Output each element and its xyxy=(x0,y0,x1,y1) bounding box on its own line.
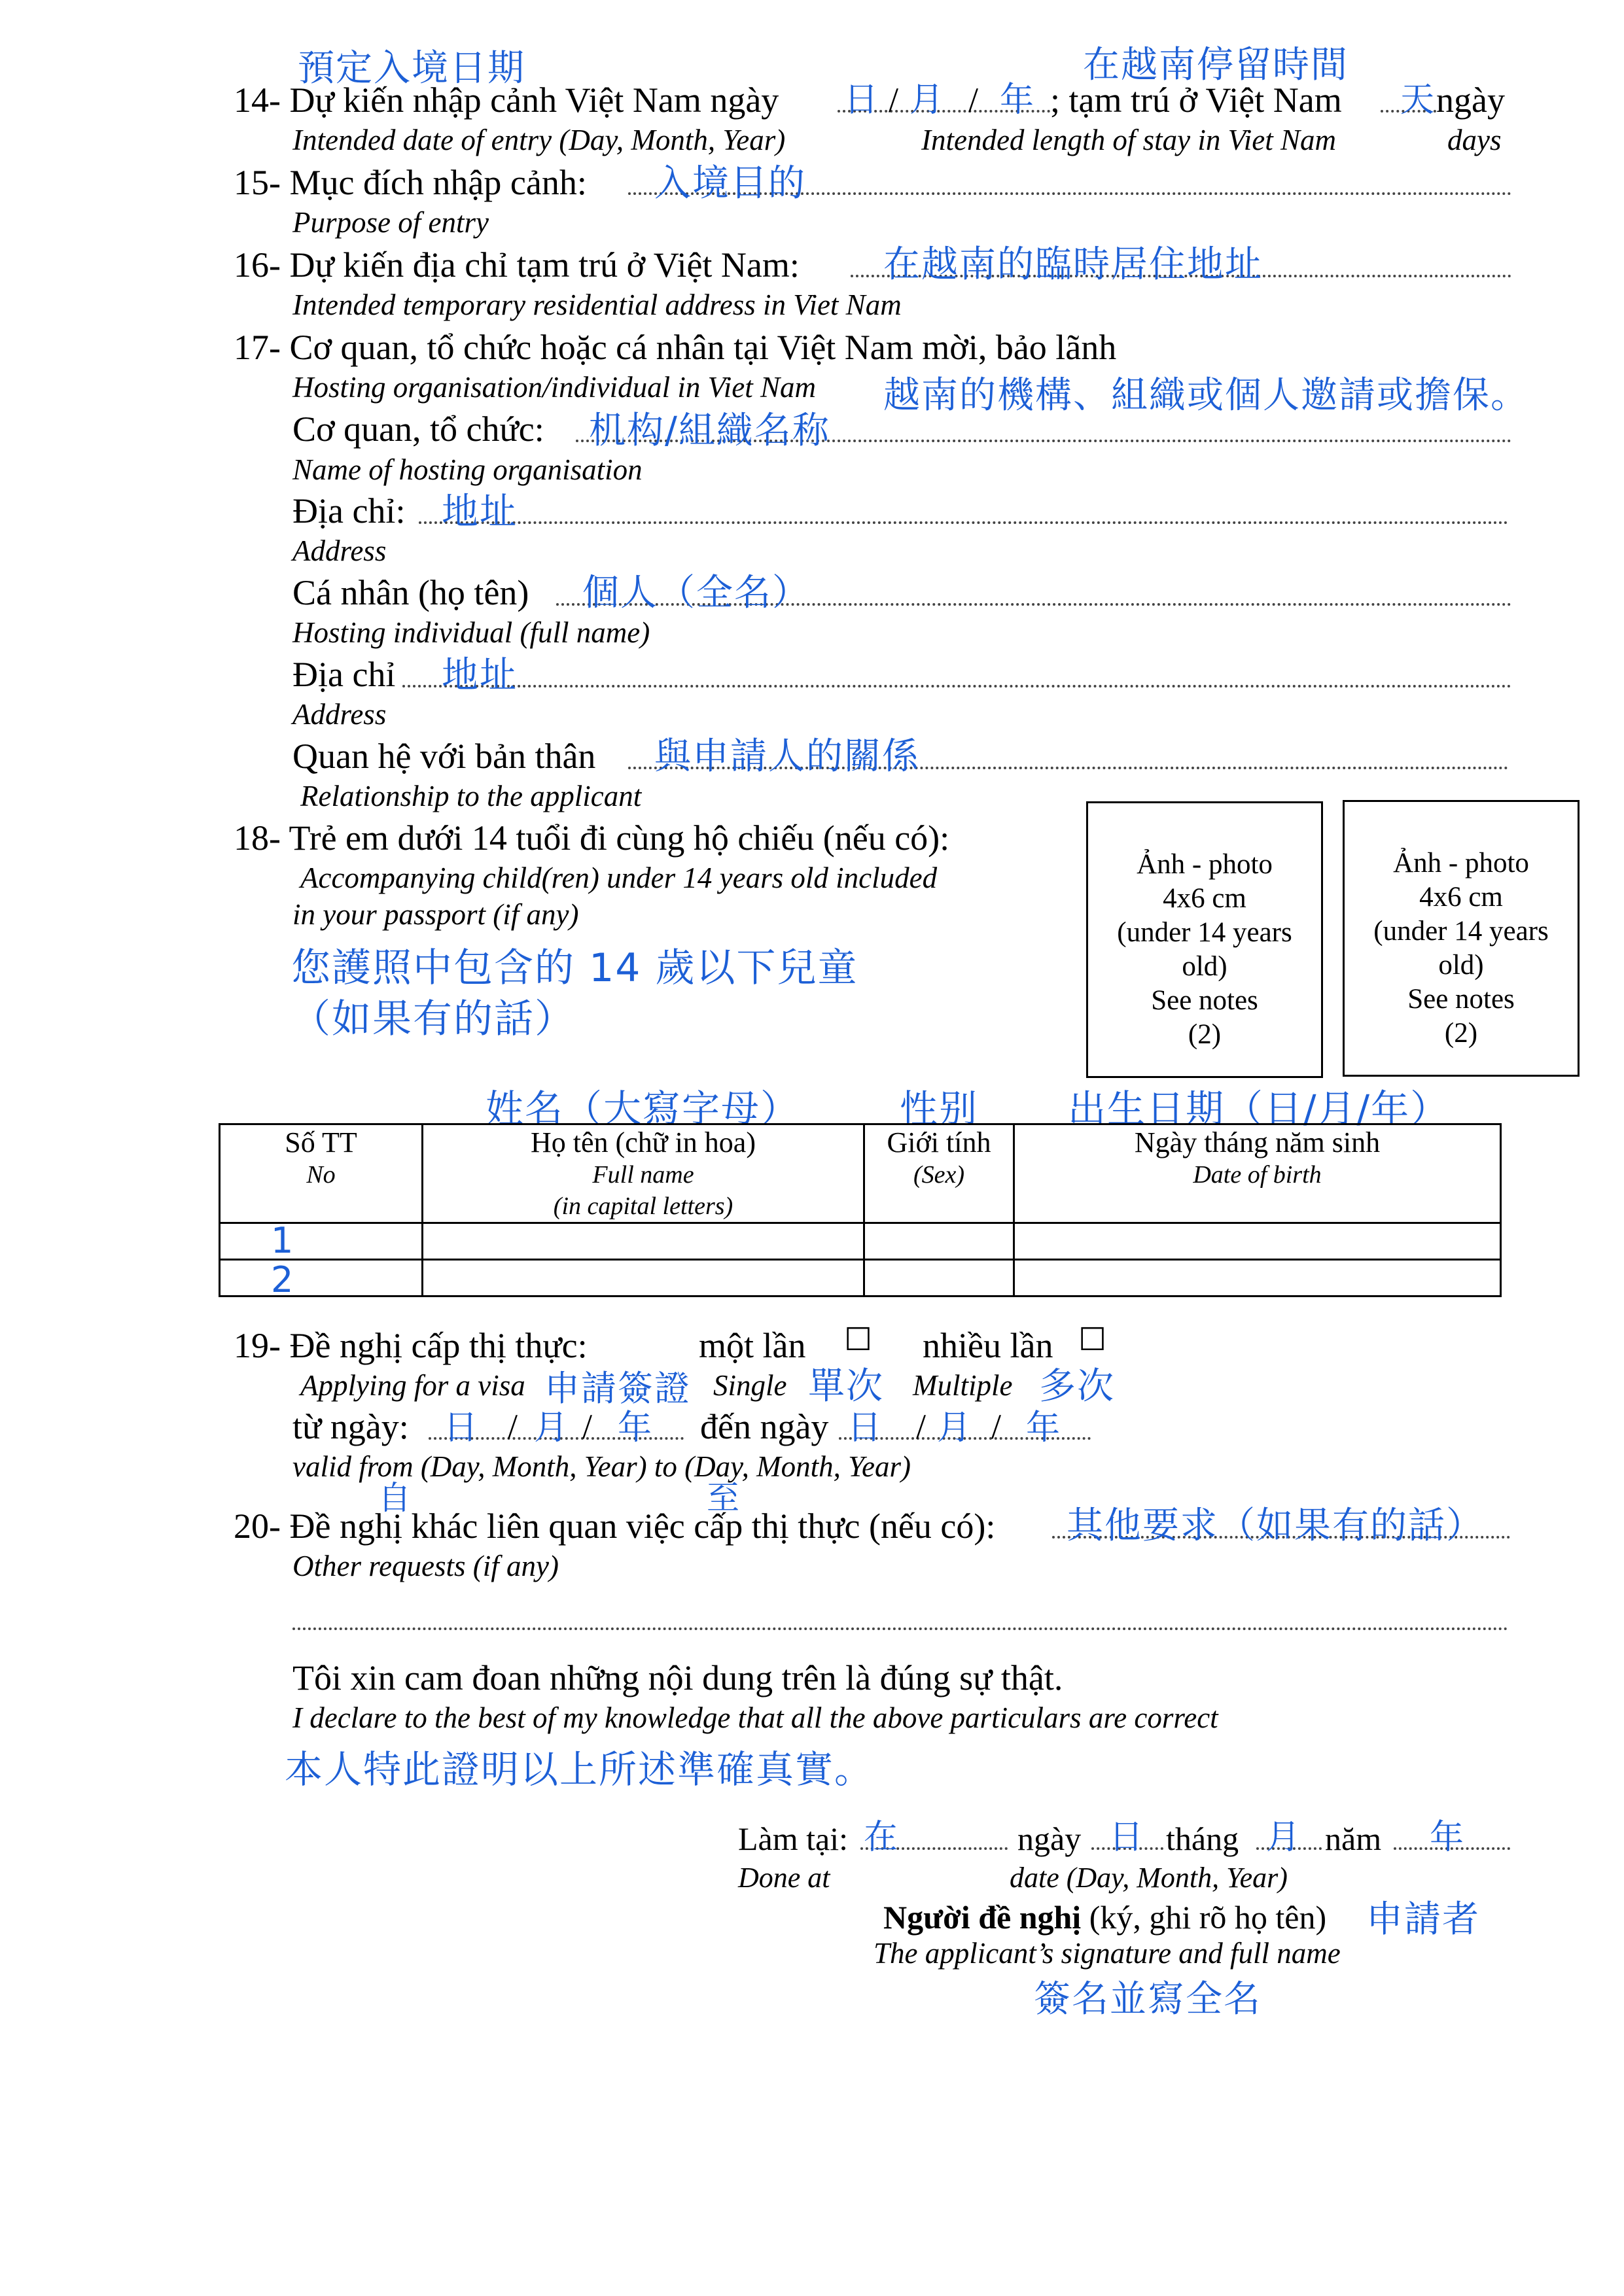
stay-days-zh: 天 xyxy=(1400,80,1436,120)
photo-age-note: (under 14 years xyxy=(1373,916,1549,947)
slash: / xyxy=(968,80,979,120)
header-name-en2: (in capital letters) xyxy=(553,1192,733,1220)
applicant-label xyxy=(883,1898,1326,1936)
date-day-label: ngày xyxy=(1017,1820,1082,1857)
single-zh: 單次 xyxy=(808,1365,884,1408)
photo-size: 4x6 cm xyxy=(1163,883,1246,914)
done-at-label: Làm tại: xyxy=(738,1820,848,1857)
header-dob-en: Date of birth xyxy=(1193,1161,1322,1189)
date-day-zh: 日 xyxy=(1109,1818,1145,1857)
header-name xyxy=(423,1124,864,1223)
entry-day-zh: 日 xyxy=(844,80,880,120)
applicant-label-bold: Người đề nghị xyxy=(883,1899,1082,1936)
stay-length-en: Intended length of stay in Viet Nam xyxy=(921,124,1337,156)
photo-note-ref: (2) xyxy=(1188,1019,1222,1050)
relationship-en: Relationship to the applicant xyxy=(300,780,642,812)
from-year-zh: 年 xyxy=(618,1408,654,1448)
individual-label: Cá nhân (họ tên) xyxy=(292,573,529,612)
row-name-cell[interactable] xyxy=(423,1260,864,1296)
photo-note-ref: (2) xyxy=(1444,1018,1478,1049)
table-row xyxy=(220,1260,1501,1296)
photo-box-1[interactable] xyxy=(1086,801,1323,1078)
date-year-label: năm xyxy=(1325,1820,1382,1857)
valid-to-label: đến ngày xyxy=(700,1407,829,1446)
purpose-en: Purpose of entry xyxy=(292,206,489,239)
from-month-zh: 月 xyxy=(534,1408,570,1448)
item20-label: 20- Đề nghị khác liên quan việc cấp thị thực (nếu có): xyxy=(234,1506,996,1546)
single-entry-checkbox[interactable]: ☐ xyxy=(844,1321,873,1358)
row-no-cell xyxy=(220,1223,423,1260)
other-requests-en: Other requests (if any) xyxy=(292,1550,559,1582)
slash: / xyxy=(916,1407,927,1446)
date-year-zh: 年 xyxy=(1430,1818,1466,1857)
photo-see-notes: See notes xyxy=(1151,985,1258,1016)
row-sex-cell[interactable] xyxy=(864,1223,1014,1260)
applicant-en: The applicant’s signature and full name xyxy=(874,1937,1341,1970)
days-en: days xyxy=(1447,124,1502,156)
photo-label: Ảnh - photo xyxy=(1393,848,1529,878)
header-sex-en: (Sex) xyxy=(913,1161,965,1189)
applicant-zh: 申請者 xyxy=(1366,1898,1480,1941)
multiple-en: Multiple xyxy=(913,1369,1013,1402)
individual-address-label: Địa chỉ xyxy=(292,655,396,694)
children-table xyxy=(219,1123,1502,1297)
table-dob-zh: 出生日期（日/月/年） xyxy=(1068,1087,1450,1131)
item14-label: 14- Dự kiến nhập cảnh Việt Nam ngày xyxy=(234,80,779,120)
item18-en1: Accompanying child(ren) under 14 years old included xyxy=(300,861,938,894)
org-address-field[interactable] xyxy=(419,521,1508,524)
applicant-label-note: (ký, ghi rõ họ tên) xyxy=(1089,1899,1327,1936)
row-number-1: 1 xyxy=(271,1220,294,1261)
header-no-en: No xyxy=(306,1161,336,1189)
item18-en2: in your passport (if any) xyxy=(292,898,579,931)
multiple-entry-label: nhiều lần xyxy=(923,1326,1053,1365)
header-dob xyxy=(1014,1124,1501,1223)
org-name-zh: 机构/組織名称 xyxy=(589,409,830,452)
header-sex xyxy=(864,1124,1014,1223)
relationship-zh: 與申請人的關係 xyxy=(654,735,920,778)
individual-zh: 個人（全名） xyxy=(582,572,810,614)
individual-address-field[interactable] xyxy=(402,685,1511,687)
stay-length-zh-label: 在越南停留時間 xyxy=(1083,44,1349,86)
done-at-zh: 在 xyxy=(864,1818,900,1857)
photo-age-note-2: old) xyxy=(1438,950,1484,981)
row-number-2: 2 xyxy=(271,1259,294,1300)
org-address-label: Địa chỉ: xyxy=(292,491,406,531)
header-dob-vn: Ngày tháng năm sinh xyxy=(1134,1126,1381,1158)
single-entry-label: một lần xyxy=(699,1326,806,1365)
declaration-vn: Tôi xin cam đoan những nội dung trên là đúng sự thật. xyxy=(292,1658,1063,1697)
date-en: date (Day, Month, Year) xyxy=(1010,1862,1288,1894)
individual-address-zh: 地址 xyxy=(442,654,518,697)
apply-visa-en: Applying for a visa xyxy=(300,1369,525,1402)
from-day-zh: 日 xyxy=(444,1408,480,1448)
single-en: Single xyxy=(713,1369,787,1402)
other-requests-line-2[interactable] xyxy=(292,1627,1508,1630)
valid-range-en: valid from (Day, Month, Year) to (Day, Month, Year) xyxy=(292,1450,911,1483)
item16-label: 16- Dự kiến địa chỉ tạm trú ở Việt Nam: xyxy=(234,245,800,285)
org-name-label: Cơ quan, tổ chức: xyxy=(292,409,544,449)
photo-label: Ảnh - photo xyxy=(1137,849,1273,880)
table-sex-zh: 性别 xyxy=(900,1087,979,1131)
row-name-cell[interactable] xyxy=(423,1223,864,1260)
item18-label: 18- Trẻ em dưới 14 tuổi đi cùng hộ chiếu (nếu có): xyxy=(234,818,950,858)
address-vn-zh: 在越南的臨時居住地址 xyxy=(883,243,1263,286)
date-month-zh: 月 xyxy=(1266,1818,1302,1857)
header-name-en: Full name xyxy=(592,1161,694,1189)
photo-box-2[interactable] xyxy=(1343,800,1580,1077)
slash: / xyxy=(991,1407,1002,1446)
item18-zh2: （如果有的話） xyxy=(291,996,575,1042)
item17-zh: 越南的機構、組織或個人邀請或擔保。 xyxy=(883,374,1528,417)
row-sex-cell[interactable] xyxy=(864,1260,1014,1296)
entry-month-zh: 月 xyxy=(909,80,945,120)
signature-zh: 簽名並寫全名 xyxy=(1034,1978,1262,2021)
row-dob-cell[interactable] xyxy=(1014,1260,1501,1296)
row-no-cell xyxy=(220,1260,423,1296)
table-name-zh: 姓名（大寫字母） xyxy=(485,1087,800,1131)
valid-from-label: từ ngày: xyxy=(292,1407,409,1446)
item15-label: 15- Mục đích nhập cảnh: xyxy=(234,163,587,202)
slash: / xyxy=(889,80,899,120)
from-zh: 自 xyxy=(378,1479,412,1517)
photo-age-note-2: old) xyxy=(1182,951,1227,982)
item17-label: 17- Cơ quan, tổ chức hoặc cá nhân tại Việt Nam mời, bảo lãnh xyxy=(234,328,1117,367)
apply-visa-zh: 申請簽證 xyxy=(544,1368,691,1409)
header-sex-vn: Giới tính xyxy=(887,1126,991,1158)
individual-en: Hosting individual (full name) xyxy=(292,616,650,649)
table-header-row xyxy=(220,1124,1501,1223)
photo-age-note: (under 14 years xyxy=(1117,917,1292,948)
header-no-vn: Số TT xyxy=(285,1126,357,1158)
item19-label: 19- Đề nghị cấp thị thực: xyxy=(234,1326,588,1365)
multiple-zh: 多次 xyxy=(1039,1365,1115,1408)
org-address-en: Address xyxy=(292,534,387,567)
item17-en: Hosting organisation/individual in Viet Nam xyxy=(292,371,817,404)
address-vn-en: Intended temporary residential address in Viet Nam xyxy=(292,288,902,321)
slash: / xyxy=(508,1407,518,1446)
photo-see-notes: See notes xyxy=(1407,984,1515,1015)
to-day-zh: 日 xyxy=(847,1408,883,1448)
relationship-label: Quan hệ với bản thân xyxy=(292,737,596,776)
individual-address-en: Address xyxy=(292,698,387,731)
photo-size: 4x6 cm xyxy=(1419,882,1503,913)
other-requests-zh: 其他要求（如果有的話） xyxy=(1067,1505,1484,1547)
table-row xyxy=(220,1223,1501,1260)
item18-zh1: 您護照中包含的 14 歲以下兒童 xyxy=(291,945,858,991)
declaration-en: I declare to the best of my knowledge that all the above particulars are correct xyxy=(292,1701,1218,1734)
to-zh: 至 xyxy=(707,1479,741,1517)
entry-date-en: Intended date of entry (Day, Month, Year) xyxy=(292,124,786,156)
header-no xyxy=(220,1124,423,1223)
to-month-zh: 月 xyxy=(937,1408,973,1448)
days-label: ngày xyxy=(1436,80,1505,120)
date-month-label: tháng xyxy=(1166,1820,1239,1857)
multiple-entry-checkbox[interactable]: ☐ xyxy=(1078,1321,1107,1358)
to-year-zh: 年 xyxy=(1026,1408,1062,1448)
org-name-en: Name of hosting organisation xyxy=(292,453,643,486)
org-address-zh: 地址 xyxy=(442,491,518,533)
entry-date-zh-label: 預定入境日期 xyxy=(298,47,525,90)
declaration-zh: 本人特此證明以上所述準確真實。 xyxy=(285,1747,874,1792)
row-dob-cell[interactable] xyxy=(1014,1223,1501,1260)
entry-year-zh: 年 xyxy=(1000,80,1036,120)
purpose-zh: 入境目的 xyxy=(654,162,806,205)
slash: / xyxy=(582,1407,593,1446)
stay-label: ; tạm trú ở Việt Nam xyxy=(1050,80,1342,120)
done-at-en: Done at xyxy=(738,1862,830,1894)
header-name-vn: Họ tên (chữ in hoa) xyxy=(531,1126,756,1158)
signature-field[interactable] xyxy=(942,2061,1400,2063)
